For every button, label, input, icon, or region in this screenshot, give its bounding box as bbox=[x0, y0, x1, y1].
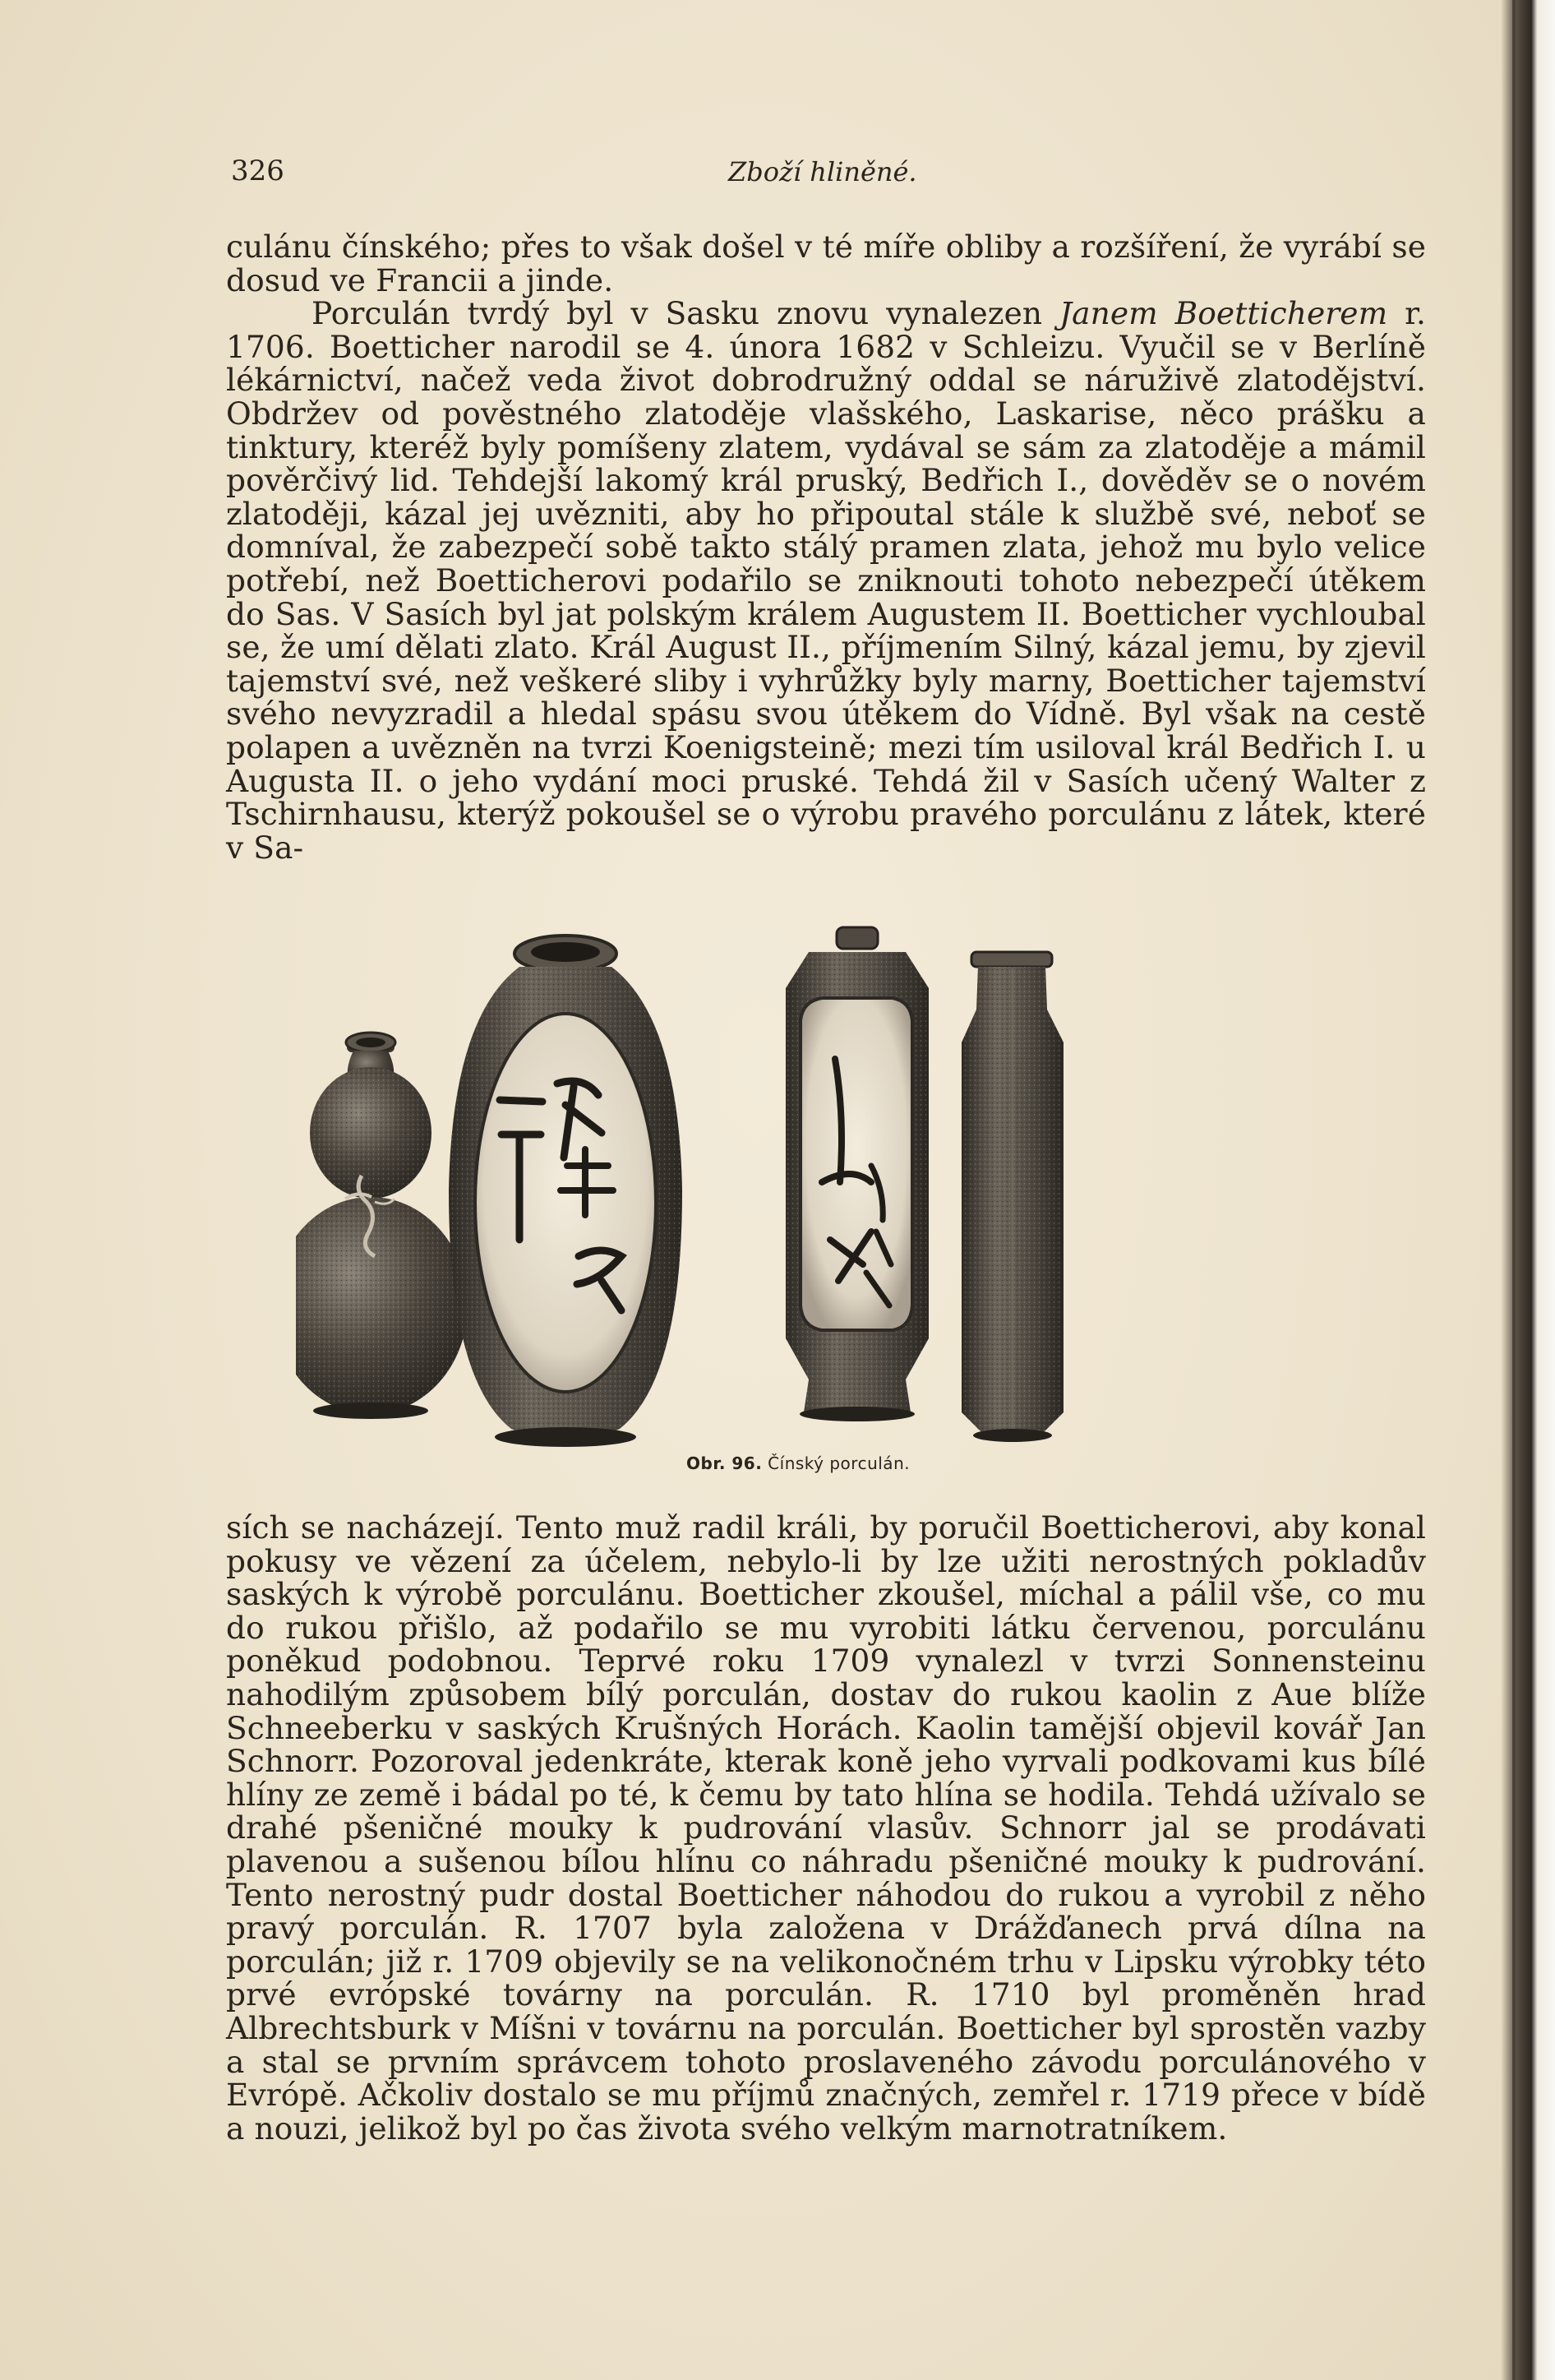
paragraph bbox=[226, 297, 1426, 864]
next-page-edge bbox=[1516, 0, 1555, 2380]
paragraph: sích se nacházejí. Tento muž radil králi, by poručil Boetticherovi, aby konal pokusy ve vězení za účelem, nebylo-li by lze užiti nerostných pokladův saských k výrobě porculánu. Boetticher zkoušel, míchal a pálil vše, co mu do rukou přišlo, až podařilo se mu vyrobiti látku červenou, porculánu poněkud podobnou. Teprvé roku 1709 vynalezl v tvrzi Sonnensteinu nahodilým způsobem bílý porculán, dostav do rukou kaolin z Aue blíže Schneeberku v saských Krušných Horách. Kaolin tamější objevil kovář Jan Schnorr. Pozoroval jedenkráte, kterak koně jeho vyrvali podkovami kus bílé hlíny ze země i bádal po té, k čemu by tato hlína se hodila. Tehdá užívalo se drahé pšeničné mouky k pudrování vlasův. Schnorr jal se prodávati plavenou a sušenou bílou hlínu co náhradu pšeničné mouky k pudrování. Tento nerostný pudr dostal Boetticher náhodou do rukou a vyrobil z něho pravý porculán. R. 1707 byla založena v Drážďanech prvá dílna na porculán; již r. 1709 objevily se na velikonočném trhu v Lipsku výrobky této prvé evrópské továrny na porculán. R. 1710 byl proměněn hrad Albrechtsburk v Míšni v továrnu na porculán. Boetticher byl sprostěn vazby a stal se prvním správcem tohoto proslaveného závodu porculánového v Evrópě. Ačkoliv dostalo se mu příjmů značných, zemřel r. 1719 přece v bídě a nouzi, jelikož byl po čas života svého velkým marnotratníkem. bbox=[226, 1509, 1426, 2147]
page-header bbox=[231, 155, 1427, 196]
paragraph-text: r. 1706. Boetticher narodil se 4. února 1682 v Schleizu. Vyučil se v Berlíně lékárnictví, načež veda život dobrodružný oddal se náruživě zlatodějství. Obdržev od pověstného zlatoděje vlašského, Laskarise, něco prášku a tinktury, kteréž byly pomíšeny zlatem, vydával se sám za zlatoděje a mámil pověrčivý lid. Tehdejší lakomý král pruský, Bedřich I., dověděv se o novém zlatoději, kázal jej uvězniti, aby ho připoutal stále k službě své, neboť se domníval, že zabezpečí sobě takto stálý pramen zlata, jehož mu bylo velice potřebí, než Boetticherovi podařilo se zniknouti tohoto nebezpečí útěkem do Sas. V Sasích byl jat polským králem Augustem II. Boetticher vychloubal se, že umí dělati zlato. Král August II., příjmením Silný, kázal jemu, by zjevil tajemství své, než veškeré sliby i vyhrůžky byly marny, Boetticher tajemství svého nevyzradil a hledal spásu svou útěkem do Vídně. Byl však na cestě polapen a uvězněn na tvrzi Koenigsteině; mezi tím usiloval král Bedřich I. u Augusta II. o jeho vydání moci pruské. Tehdá žil v Sasích učený Walter z Tschirnhausu, kterýž pokoušel se o výrobu pravého porculánu z látek, které v Sa- bbox=[226, 295, 1426, 866]
square-bottle-vase bbox=[962, 952, 1064, 1442]
emphasized-name: Janem Boetticherem bbox=[1059, 295, 1388, 332]
figure-number: Obr. 96. bbox=[686, 1453, 763, 1473]
text-block-top bbox=[226, 230, 1426, 864]
gourd-vase bbox=[296, 1033, 468, 1419]
figure-chinese-porcelain bbox=[296, 919, 1438, 1486]
figure-caption-text: Čínský porculán. bbox=[762, 1453, 911, 1473]
text-block-bottom bbox=[226, 1511, 1426, 2145]
page-gutter-shadow bbox=[1501, 0, 1512, 2380]
running-head: Zboží hliněné. bbox=[728, 156, 917, 187]
page-number: 326 bbox=[231, 155, 284, 187]
paragraph: culánu čínského; přes to však došel v té míře obliby a rozšíření, že vyrábí se dosud ve Francii a jinde. bbox=[226, 229, 1426, 298]
oval-panel-vase bbox=[449, 936, 682, 1447]
figure-caption bbox=[686, 1453, 910, 1473]
porcelain-vases-illustration bbox=[296, 919, 1438, 1486]
paragraph-text: Porculán tvrdý byl v Sasku znovu vynalezen bbox=[311, 295, 1059, 332]
rectangular-panel-vase bbox=[786, 927, 929, 1421]
